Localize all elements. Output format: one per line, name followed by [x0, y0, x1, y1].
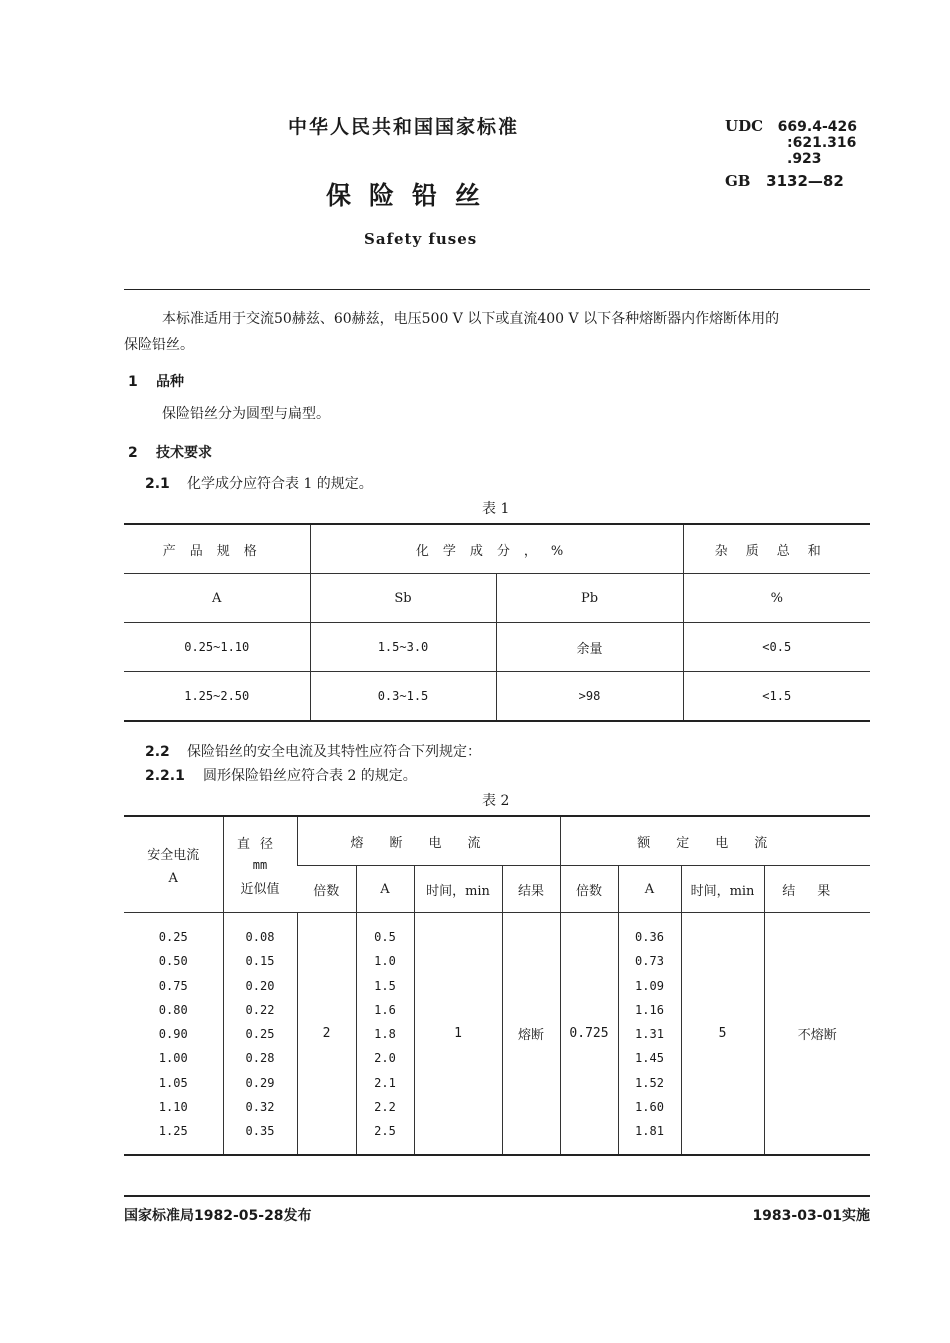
list-item: 1.25: [158, 1124, 188, 1139]
list-item: 1.16: [635, 1002, 664, 1017]
section-2-title: 技术要求: [156, 445, 212, 461]
section-1-title: 品种: [156, 374, 184, 390]
list-item: 0.90: [158, 1027, 188, 1042]
table-2-header-row-1: [124, 816, 870, 866]
clause-2-2-1-number: 2.2.1: [145, 768, 185, 784]
t1-cell-spec: 0.25~1.10: [124, 623, 310, 672]
footer-effective: 1983-03-01实施: [752, 1208, 870, 1224]
t2-header-time: 时间，min: [414, 866, 502, 913]
table-1-unit-row: [124, 574, 870, 623]
list-item: 1.45: [635, 1051, 664, 1066]
standard-title: 中华人民共和国国家标准: [288, 116, 520, 138]
list-item: 1.05: [158, 1075, 188, 1090]
table-1-header-row: [124, 524, 870, 574]
table-row: [124, 672, 870, 722]
list-item: 0.50: [158, 954, 188, 969]
t1-cell-sb: 1.5~3.0: [310, 623, 496, 672]
t1-cell-imp: <1.5: [683, 672, 870, 722]
t2-col-safe-current: [124, 913, 223, 1155]
list-item: 0.15: [245, 954, 275, 969]
list-item: 0.80: [158, 1002, 188, 1017]
header-rule: [124, 289, 870, 290]
list-item: 1.6: [374, 1002, 396, 1017]
t2-col-rated-a: [618, 913, 681, 1155]
udc-label: UDC: [725, 117, 764, 135]
udc-block: [725, 118, 857, 189]
gb-label: GB: [725, 172, 751, 190]
list-item: 0.35: [245, 1124, 275, 1139]
t2-header-result2: 结果: [764, 866, 870, 913]
intro-paragraph: [124, 306, 870, 358]
t2-header-a: A: [356, 866, 414, 913]
section-2-heading: [128, 442, 212, 462]
t2-cell-rated-multiple: 0.725: [560, 913, 618, 1155]
section-1-text: 保险铅丝分为圆型与扁型。: [162, 406, 330, 422]
section-1-number: 1: [128, 374, 138, 390]
clause-2-2-text: 保险铅丝的安全电流及其特性应符合下列规定：: [187, 744, 481, 760]
udc-line3: .923: [787, 151, 822, 167]
intro-line2: 保险铅丝。: [124, 337, 194, 353]
list-item: 1.31: [635, 1027, 664, 1042]
clause-2-2-1-text: 圆形保险铅丝应符合表 2 的规定。: [203, 768, 417, 784]
t2-header-dia-unit: mm: [252, 857, 268, 872]
list-item: 0.75: [158, 978, 188, 993]
footer-issued: 国家标准局1982-05-28发布: [124, 1208, 312, 1224]
list-item: 2.2: [374, 1100, 396, 1115]
list-item: 0.25: [245, 1027, 275, 1042]
t2-header-rated: 额定电流: [560, 816, 870, 866]
clause-2-2: [145, 741, 481, 761]
t2-header-mult2: 倍数: [560, 866, 618, 913]
list-item: 2.1: [374, 1075, 396, 1090]
clause-2-1: [145, 473, 373, 493]
list-item: 2.5: [374, 1124, 396, 1139]
t1-header-impurity: 杂质总和: [683, 524, 870, 574]
list-item: 1.81: [635, 1124, 664, 1139]
list-item: 0.5: [374, 930, 396, 944]
t2-header-a2: A: [618, 866, 681, 913]
gb-row: [725, 173, 857, 189]
t2-header-safe-unit: A: [168, 870, 178, 886]
list-item: 0.32: [245, 1100, 275, 1115]
document-subtitle-en: Safety fuses: [364, 230, 478, 248]
clause-2-1-text: 化学成分应符合表 1 的规定。: [187, 476, 373, 492]
t2-cell-rated-time: 5: [681, 913, 764, 1155]
table-2-body-row: [124, 913, 870, 1155]
t1-cell-sb: 0.3~1.5: [310, 672, 496, 722]
t2-header-dia-note: 近似值: [240, 881, 280, 897]
t2-header-safe-label: 安全电流: [147, 847, 200, 863]
list-item: 0.73: [635, 954, 664, 969]
list-item: 1.60: [635, 1100, 664, 1115]
list-item: 1.00: [158, 1051, 188, 1066]
t2-cell-fuse-time: 1: [414, 913, 502, 1155]
t1-unit-product: A: [124, 574, 310, 623]
t1-header-chem: 化学成分，%: [310, 524, 683, 574]
t2-header-diameter: [223, 816, 297, 913]
list-item: 1.5: [374, 978, 396, 993]
section-2-number: 2: [128, 445, 138, 461]
t2-cell-fuse-multiple: 2: [297, 913, 356, 1155]
t2-col-fuse-a: [356, 913, 414, 1155]
t1-unit-pb: Pb: [496, 574, 683, 623]
t2-header-mult: 倍数: [297, 866, 356, 913]
section-1-heading: [128, 371, 184, 391]
t2-header-safe: [124, 816, 223, 913]
list-item: 1.8: [374, 1027, 396, 1042]
list-item: 1.0: [374, 954, 396, 969]
gb-number: 3132—82: [766, 172, 844, 190]
t1-unit-sb: Sb: [310, 574, 496, 623]
t2-header-time2: 时间，min: [681, 866, 764, 913]
list-item: 0.08: [245, 930, 275, 944]
list-item: 0.22: [245, 1002, 275, 1017]
document-title: 保险铅丝: [326, 181, 499, 210]
list-item: 0.25: [158, 930, 188, 944]
t1-unit-impurity: %: [683, 574, 870, 623]
table-2-caption: 表 2: [482, 793, 510, 809]
t1-header-product: 产品规格: [124, 524, 310, 574]
clause-2-2-number: 2.2: [145, 744, 170, 760]
table-1-chemical-composition: [124, 523, 870, 722]
udc-line1: 669.4-426: [777, 119, 857, 135]
table-1-caption: 表 1: [482, 501, 510, 517]
t1-cell-spec: 1.25~2.50: [184, 689, 250, 703]
t1-cell-pb: 余量: [496, 623, 683, 672]
t2-cell-rated-result: 不熔断: [764, 913, 870, 1155]
list-item: 0.20: [245, 978, 275, 993]
t1-cell-pb: >98: [496, 672, 683, 722]
list-item: 0.36: [635, 930, 664, 944]
intro-line1: 本标准适用于交流50赫兹、60赫兹，电压500 V 以下或直流400 V 以下各种熔断器内作熔断体用的: [162, 311, 780, 327]
t2-header-dia-label: 直径: [236, 836, 283, 852]
list-item: 1.10: [158, 1100, 188, 1115]
clause-2-1-number: 2.1: [145, 476, 170, 492]
t2-cell-fuse-result: 熔断: [502, 913, 560, 1155]
list-item: 0.28: [245, 1051, 275, 1066]
list-item: 1.09: [635, 978, 664, 993]
t2-header-fuse: 熔断电流: [297, 816, 560, 866]
table-2-safe-current: [124, 815, 870, 1156]
list-item: 2.0: [374, 1051, 396, 1066]
t1-cell-imp: <0.5: [683, 623, 870, 672]
table-row: [124, 623, 870, 672]
t2-col-diameter: [223, 913, 297, 1155]
list-item: 0.29: [245, 1075, 275, 1090]
t2-header-result: 结果: [502, 866, 560, 913]
udc-line2: :621.316: [787, 135, 857, 151]
clause-2-2-1: [145, 765, 417, 785]
list-item: 1.52: [635, 1075, 664, 1090]
udc-row1: [725, 118, 857, 135]
footer-rule: [124, 1195, 870, 1197]
